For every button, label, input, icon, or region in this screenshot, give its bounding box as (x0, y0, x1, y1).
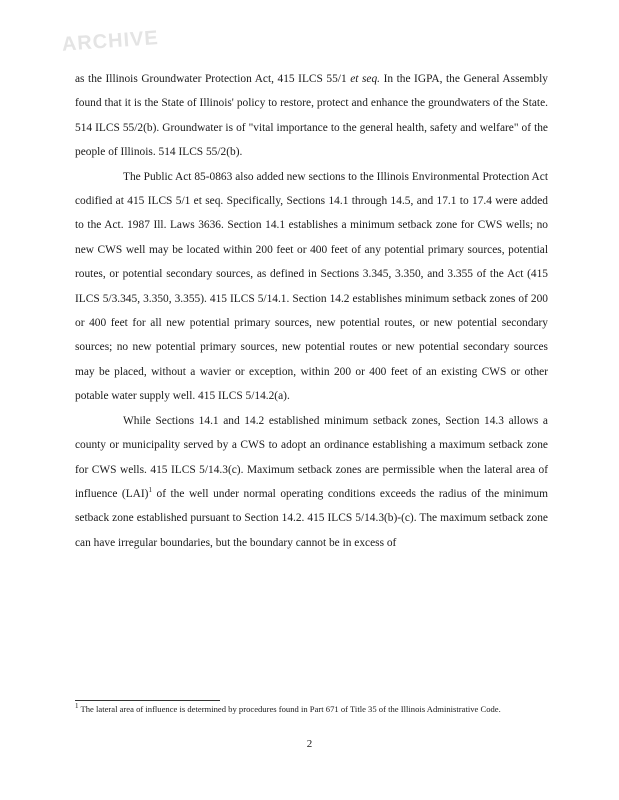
paragraph-1 (75, 67, 548, 165)
paragraph-1-italic: et seq. (350, 73, 381, 85)
page-number: 2 (306, 738, 313, 750)
paragraph-3-text-a: While Sections 14.1 and 14.2 established minimum setback zones, Section 14.3 allows a county or municipality served by a CWS to adopt an ordinance establishing a maximum setback zone for CWS wells. 415 ILCS 5/14.3(c). Maximum setback zones are permissible when the lateral area of influence (LAI) (75, 414, 548, 500)
document-body (75, 67, 548, 555)
footnote-reference: 1 (148, 486, 152, 495)
paragraph-3-text-b: of the well under normal operating conditions exceeds the radius of the minimum setback zone established pursuant to Section 14.2. 415 ILCS 5/14.3(b)-(c). The maximum setback zone can have irregular boundaries, but the boundary cannot be in excess of (75, 487, 548, 549)
paragraph-1-text-b: In the IGPA, the General Assembly found that it is the State of Illinois' policy to restore, protect and enhance the groundwaters of the State. 514 ILCS 55/2(b). Groundwater is of "vital importance to the general health, safety and welfare" of the people of Illinois. 514 ILCS 55/2(b). (75, 73, 548, 159)
footnote-marker: 1 (75, 702, 79, 711)
paragraph-1-text-a: as the Illinois Groundwater Protection Act, 415 ILCS 55/1 (75, 73, 351, 85)
footnote-text: The lateral area of influence is determined by procedures found in Part 671 of Title 35 of the Illinois Administrative Code. (78, 704, 501, 714)
footnote (75, 704, 548, 715)
paragraph-3 (75, 409, 548, 555)
paragraph-2: The Public Act 85-0863 also added new sections to the Illinois Environmental Protection Act codified at 415 ILCS 5/1 et seq. Specifically, Sections 14.1 through 14.5, and 17.1 to 17.4 were added to the Act. 1987 Ill. Laws 3636. Section 14.1 establishes a minimum setback zone for CWS wells; no new CWS well may be located within 200 feet or 400 feet of any potential primary sources, potential routes, or potential secondary sources, as defined in Sections 3.345, 3.350, and 3.355 of the Act (415 ILCS 5/3.345, 3.350, 3.355). 415 ILCS 5/14.1. Section 14.2 establishes minimum setback zones of 200 or 400 feet for all new potential primary sources, new potential routes, or new potential secondary sources; no new potential primary sources, new potential routes or new potential secondary sources may be placed, without a wavier or exception, within 200 or 400 feet of an existing CWS or other potable water supply well. 415 ILCS 5/14.2(a). (75, 170, 548, 403)
footnote-divider (75, 700, 220, 701)
archive-stamp: ARCHIVE (61, 27, 160, 56)
